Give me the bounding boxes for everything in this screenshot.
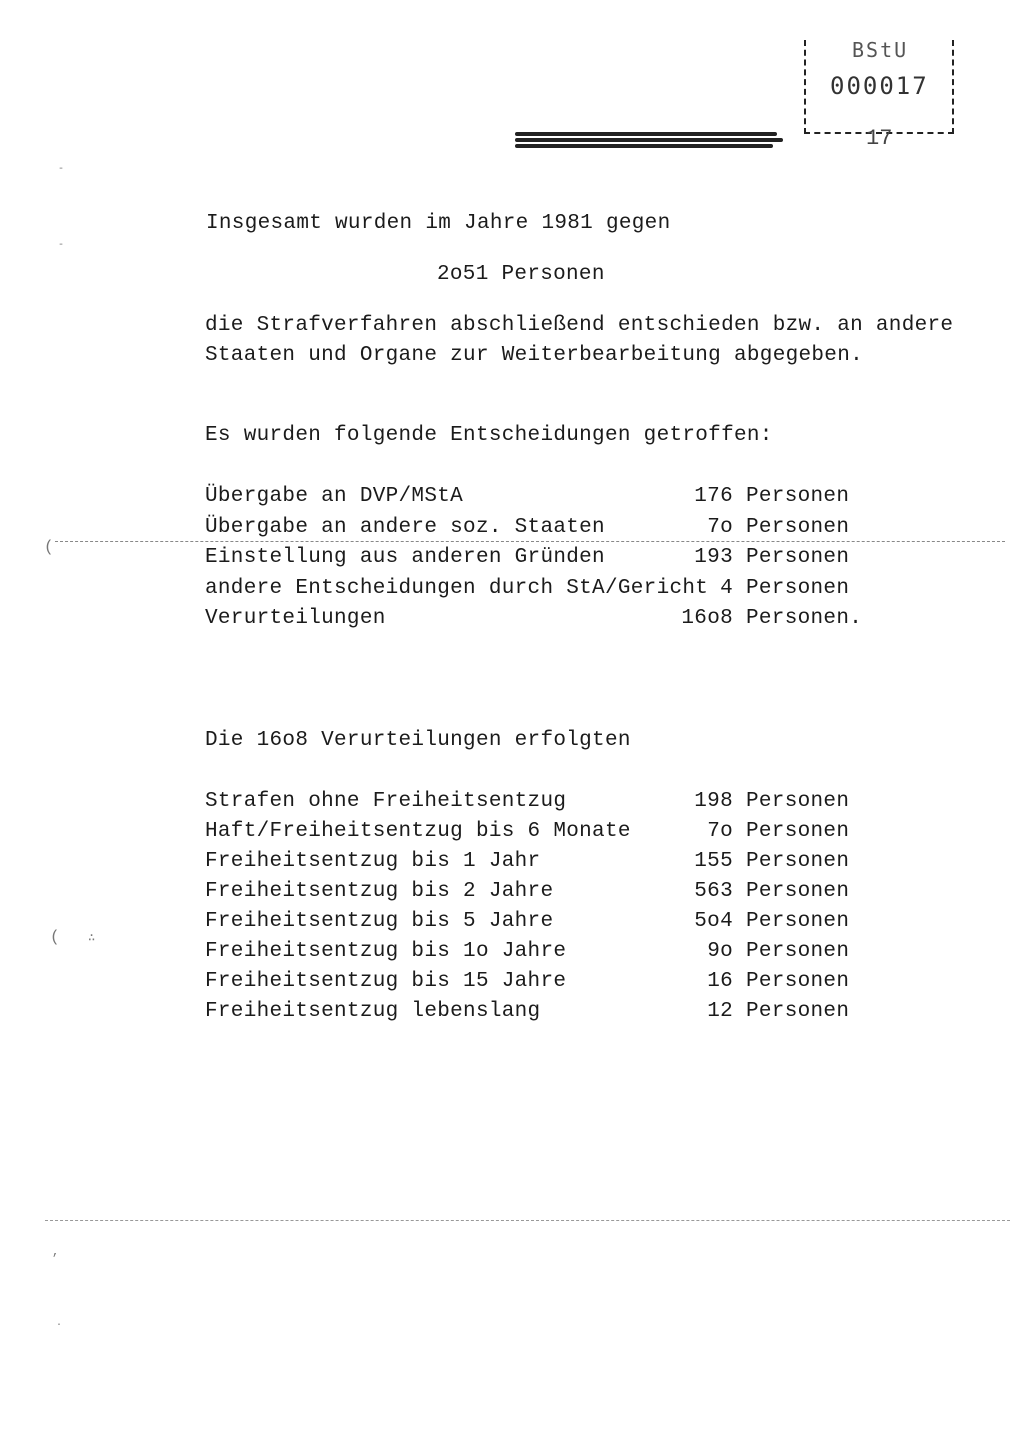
scan-speck: ( — [44, 538, 54, 556]
row-label: Freiheitsentzug bis 15 Jahre — [205, 970, 567, 993]
page-number: 17 — [866, 126, 893, 151]
row-label: Einstellung aus anderen Gründen — [205, 546, 605, 569]
row-count: 5o4 — [694, 910, 733, 933]
stamp-number: 000017 — [830, 72, 929, 100]
row-label: Übergabe an andere soz. Staaten — [205, 516, 605, 539]
intro-line-3: Staaten und Organe zur Weiterbearbeitung abgegeben. — [205, 344, 864, 367]
row-unit: Personen — [746, 970, 850, 993]
row-count: 155 — [694, 850, 733, 873]
row-unit: Personen. — [746, 607, 863, 630]
scan-speck: ( — [50, 928, 60, 946]
row-count: 176 — [694, 485, 733, 508]
decisions-heading: Es wurden folgende Entscheidungen getroffen: — [205, 424, 773, 447]
row-unit: Personen — [746, 1000, 850, 1023]
row-unit: Personen — [746, 880, 850, 903]
row-count: 193 — [694, 546, 733, 569]
scan-bottom-line — [45, 1220, 1010, 1221]
row-label: andere Entscheidungen durch StA/Gericht — [205, 577, 709, 600]
row-label: Übergabe an DVP/MStA — [205, 485, 464, 508]
row-label: Freiheitsentzug bis 2 Jahre — [205, 880, 554, 903]
row-unit: Personen — [746, 546, 850, 569]
row-label: Freiheitsentzug lebenslang — [205, 1000, 541, 1023]
stamp-label: BStU — [852, 38, 909, 62]
row-count: 563 — [694, 880, 733, 903]
row-count: 9o — [707, 940, 733, 963]
scan-speck: - — [58, 164, 65, 175]
sentences-heading: Die 16o8 Verurteilungen erfolgten — [205, 729, 631, 752]
row-unit: Personen — [746, 790, 850, 813]
row-label: Freiheitsentzug bis 1o Jahre — [205, 940, 567, 963]
row-unit: Personen — [746, 820, 850, 843]
row-unit: Personen — [746, 850, 850, 873]
row-label: Strafen ohne Freiheitsentzug — [205, 790, 567, 813]
row-unit: Personen — [746, 577, 850, 600]
row-unit: Personen — [746, 910, 850, 933]
row-count: 4 — [720, 577, 733, 600]
scan-speck: . — [56, 1318, 63, 1329]
row-label: Haft/Freiheitsentzug bis 6 Monate — [205, 820, 631, 843]
row-label: Freiheitsentzug bis 5 Jahre — [205, 910, 554, 933]
row-label: Verurteilungen — [205, 607, 386, 630]
intro-line-1: Insgesamt wurden im Jahre 1981 gegen — [206, 212, 671, 235]
row-count: 12 — [707, 1000, 733, 1023]
row-count: 16o8 — [681, 607, 733, 630]
row-unit: Personen — [746, 516, 850, 539]
row-count: 198 — [694, 790, 733, 813]
scan-fold-line — [55, 541, 1005, 542]
scan-speck: - — [58, 240, 65, 251]
scan-speck: ∴ — [88, 931, 96, 945]
intro-line-2: die Strafverfahren abschließend entschieden bzw. an andere — [205, 314, 954, 337]
row-count: 7o — [707, 820, 733, 843]
intro-total: 2o51 Personen — [437, 263, 605, 286]
row-count: 7o — [707, 516, 733, 539]
row-label: Freiheitsentzug bis 1 Jahr — [205, 850, 541, 873]
row-unit: Personen — [746, 940, 850, 963]
scan-speck: , — [52, 1245, 60, 1259]
row-count: 16 — [707, 970, 733, 993]
row-unit: Personen — [746, 485, 850, 508]
redaction-mark — [515, 130, 783, 152]
